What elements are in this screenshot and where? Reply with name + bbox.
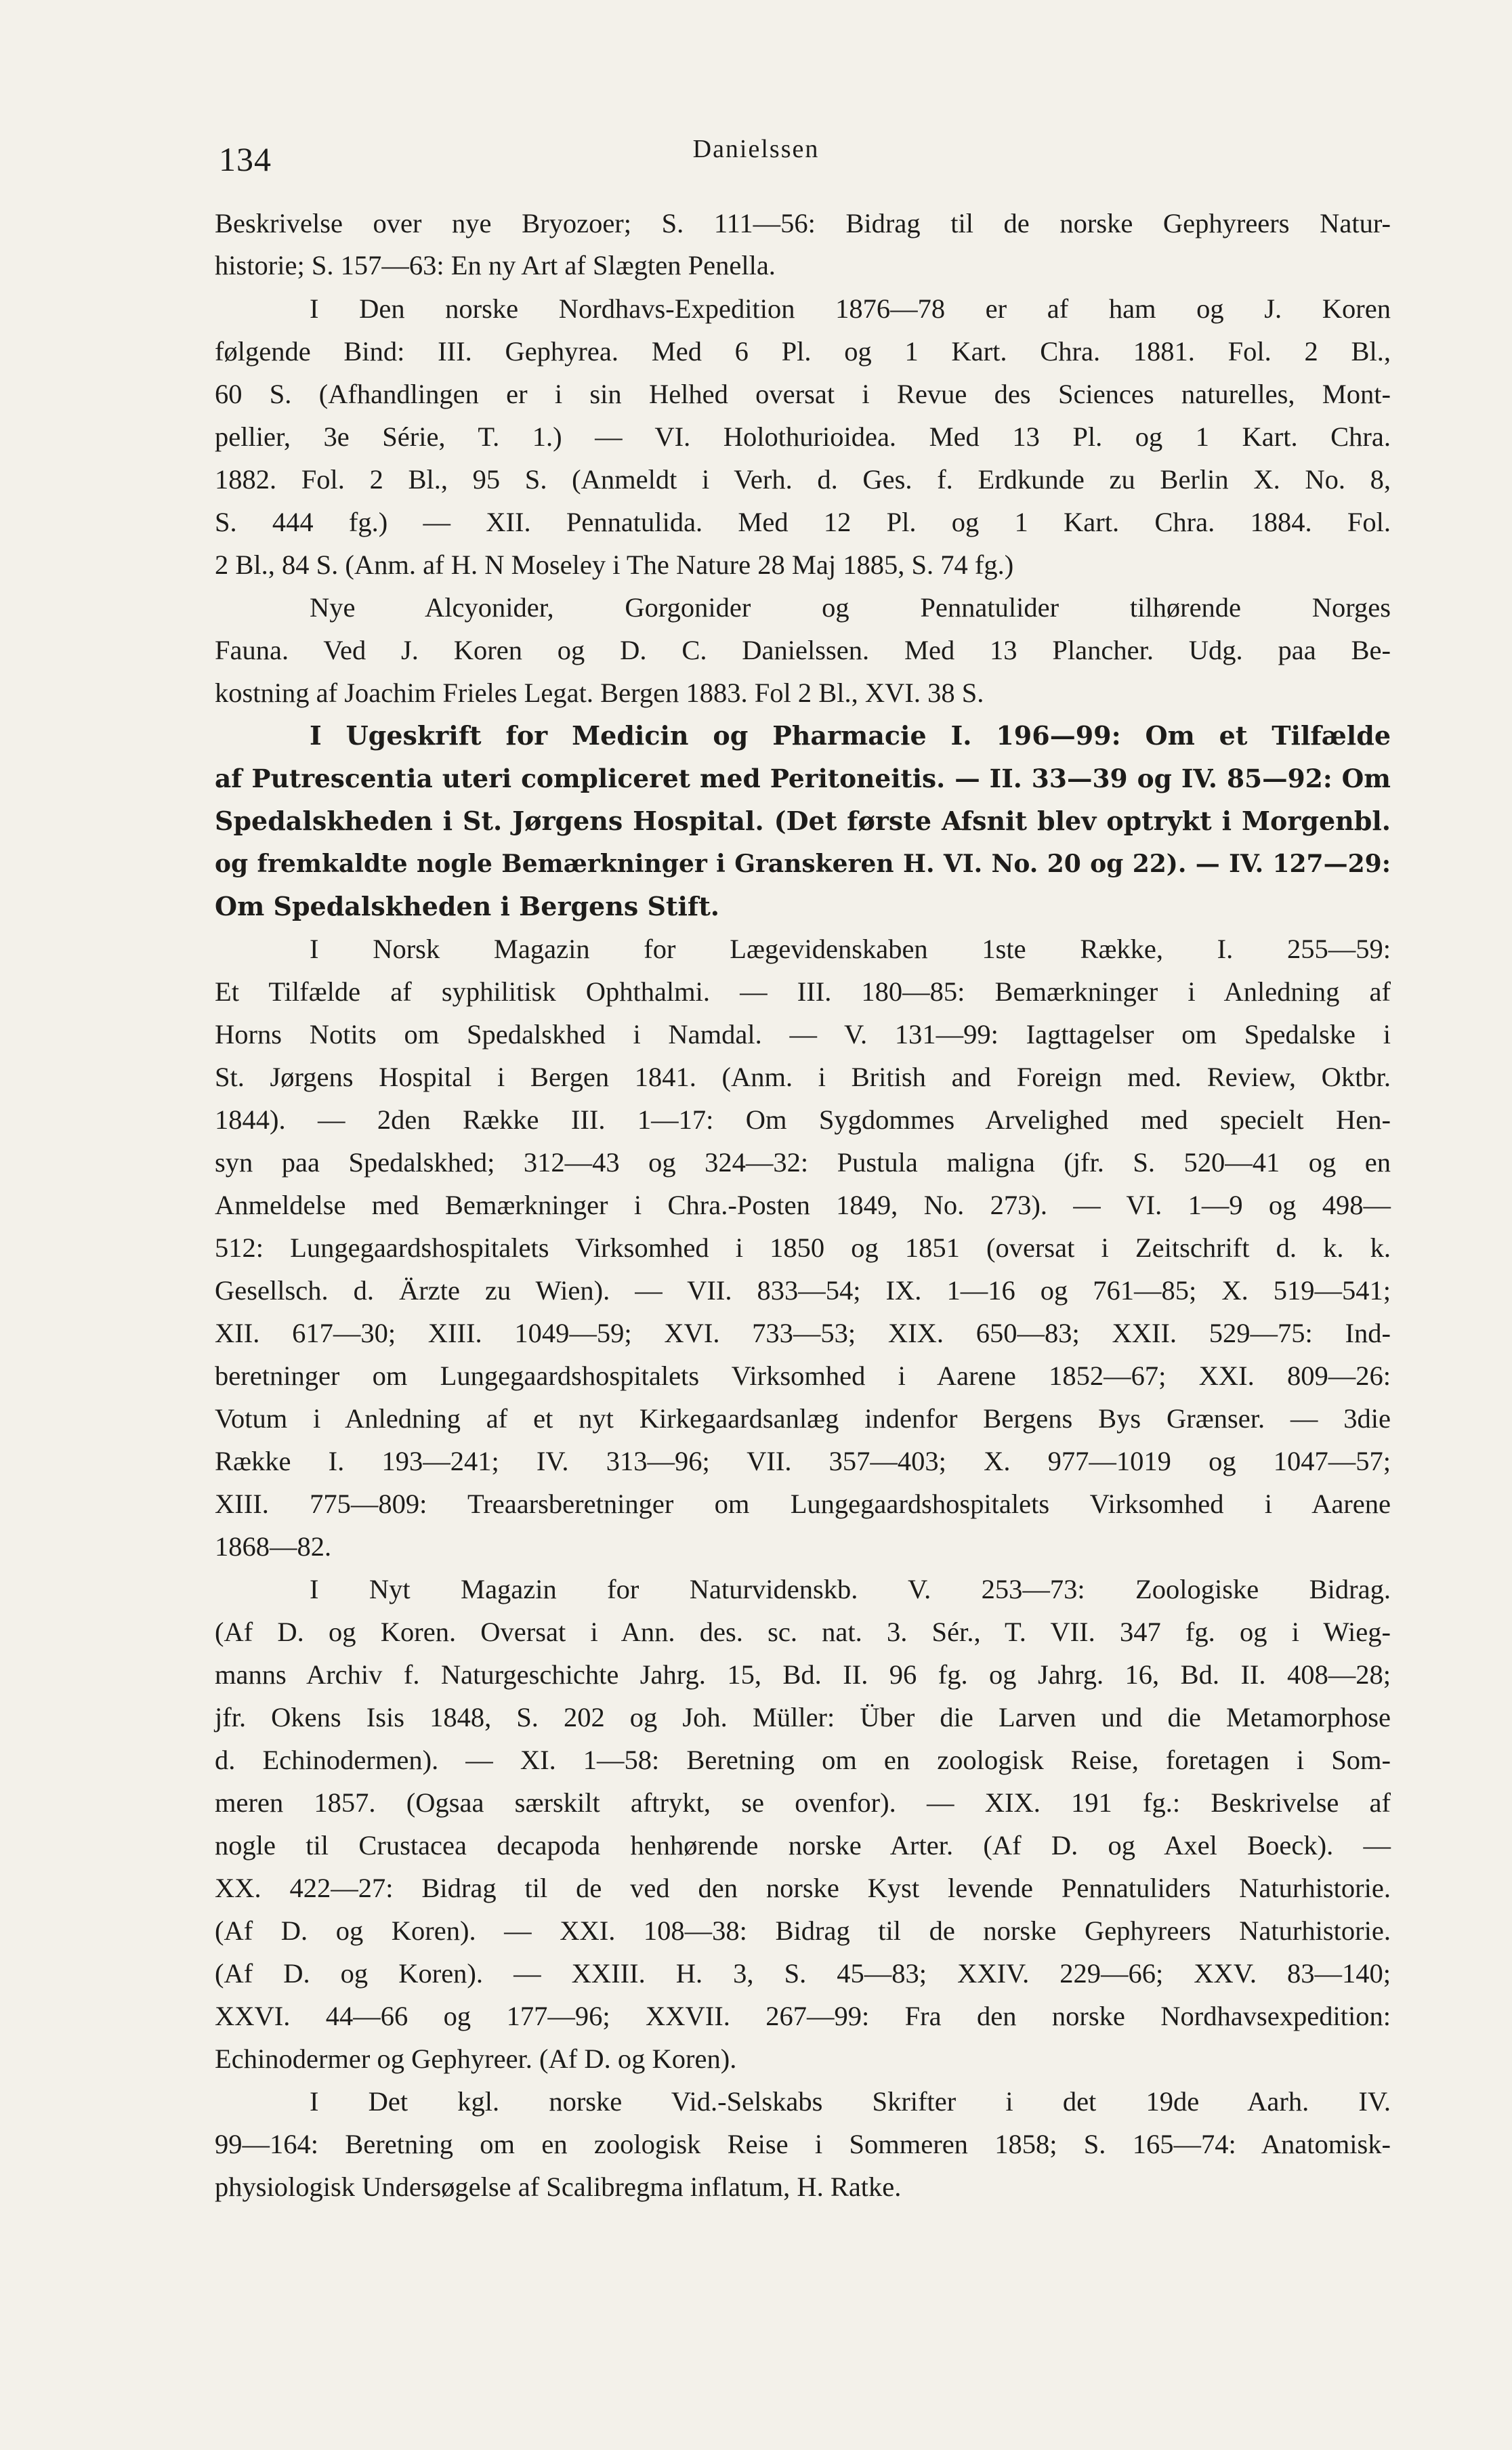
text-line: Beskrivelse over nye Bryozoer; S. 111—56: Bidrag til de norske Gephyreers Natur- xyxy=(215,208,1391,238)
text-line: Echinodermer og Gephyreer. (Af D. og Koren). xyxy=(215,2043,737,2074)
text-line: manns Archiv f. Naturgeschichte Jahrg. 15, Bd. II. 96 fg. og Jahrg. 16, Bd. II. 408—28; xyxy=(215,1659,1391,1690)
text-line: XII. 617—30; XIII. 1049—59; XVI. 733—53; XIX. 650—83; XXII. 529—75: Ind- xyxy=(215,1318,1391,1348)
text-line: Række I. 193—241; IV. 313—96; VII. 357—403; X. 977—1019 og 1047—57; xyxy=(215,1446,1391,1476)
text-line: 60 S. (Afhandlingen er i sin Helhed oversat i Revue des Sciences naturelles, Mont- xyxy=(215,379,1391,409)
text-line: Gesellsch. d. Ärzte zu Wien). — VII. 833—54; IX. 1—16 og 761—85; X. 519—541; xyxy=(215,1275,1391,1306)
text-line: og fremkaldte nogle Bemærkninger i Granskeren H. VI. No. 20 og 22). — IV. 127—29: xyxy=(215,850,1391,878)
text-line: 99—164: Beretning om en zoologisk Reise i Sommeren 1858; S. 165—74: Anatomisk- xyxy=(215,2129,1391,2159)
text-line: jfr. Okens Isis 1848, S. 202 og Joh. Müller: Über die Larven und die Metamorphose xyxy=(215,1702,1391,1732)
running-head: Danielssen xyxy=(692,135,820,163)
text-line: Anmeldelse med Bemærkninger i Chra.-Posten 1849, No. 273). — VI. 1—9 og 498— xyxy=(215,1190,1391,1220)
text-line: XIII. 775—809: Treaarsberetninger om Lungegaardshospitalets Virksomhed i Aarene xyxy=(215,1489,1391,1519)
text-line: I Det kgl. norske Vid.-Selskabs Skrifter i det 19de Aarh. IV. xyxy=(310,2086,1391,2117)
text-line: Spedalskheden i St. Jørgens Hospital. (Det første Afsnit blev optrykt i Morgenbl. xyxy=(215,806,1391,836)
text-line: pellier, 3e Série, T. 1.) — VI. Holothurioidea. Med 13 Pl. og 1 Kart. Chra. xyxy=(215,421,1391,452)
text-line: Et Tilfælde af syphilitisk Ophthalmi. — III. 180—85: Bemærkninger i Anledning af xyxy=(215,976,1391,1007)
text-line: 2 Bl., 84 S. (Anm. af H. N Moseley i The Nature 28 Maj 1885, S. 74 fg.) xyxy=(215,549,1014,580)
text-line: 512: Lungegaardshospitalets Virksomhed i 1850 og 1851 (oversat i Zeitschrift d. k. k. xyxy=(215,1232,1391,1263)
text-line: (Af D. og Koren). — XXI. 108—38: Bidrag til de norske Gephyreers Naturhistorie. xyxy=(215,1915,1391,1946)
text-line: (Af D. og Koren. Oversat i Ann. des. sc. nat. 3. Sér., T. VII. 347 fg. og i Wieg- xyxy=(215,1617,1391,1647)
text-line: I Nyt Magazin for Naturvidenskb. V. 253—73: Zoologiske Bidrag. xyxy=(310,1574,1391,1604)
text-line: historie; S. 157—63: En ny Art af Slægten Penella. xyxy=(215,250,776,281)
text-line: 1844). — 2den Række III. 1—17: Om Sygdommes Arvelighed med specielt Hen- xyxy=(215,1104,1391,1135)
text-line: følgende Bind: III. Gephyrea. Med 6 Pl. og 1 Kart. Chra. 1881. Fol. 2 Bl., xyxy=(215,336,1391,367)
text-line: 1882. Fol. 2 Bl., 95 S. (Anmeldt i Verh. d. Ges. f. Erdkunde zu Berlin X. No. 8, xyxy=(215,464,1391,495)
text-line: d. Echinodermen). — XI. 1—58: Beretning om en zoologisk Reise, foretagen i Som- xyxy=(215,1745,1391,1775)
text-line: I Den norske Nordhavs-Expedition 1876—78 er af ham og J. Koren xyxy=(310,293,1391,324)
text-line: XXVI. 44—66 og 177—96; XXVII. 267—99: Fra den norske Nordhavsexpedition: xyxy=(215,2001,1391,2031)
text-line: Votum i Anledning af et nyt Kirkegaardsanlæg indenfor Bergens Bys Grænser. — 3die xyxy=(215,1403,1391,1434)
text-line: XX. 422—27: Bidrag til de ved den norske Kyst levende Pennatuliders Naturhistorie. xyxy=(215,1873,1391,1903)
text-line: I Ugeskrift for Medicin og Pharmacie I. 196—99: Om et Tilfælde xyxy=(310,720,1391,751)
page-number: 134 xyxy=(219,140,272,178)
text-line: 1868—82. xyxy=(215,1531,332,1562)
text-line: meren 1857. (Ogsaa særskilt aftrykt, se ovenfor). — XIX. 191 fg.: Beskrivelse af xyxy=(215,1787,1391,1818)
text-line: Om Spedalskheden i Bergens Stift. xyxy=(215,891,720,921)
text-line: (Af D. og Koren). — XXIII. H. 3, S. 45—83; XXIV. 229—66; XXV. 83—140; xyxy=(215,1958,1391,1989)
text-line: Fauna. Ved J. Koren og D. C. Danielssen. Med 13 Plancher. Udg. paa Be- xyxy=(215,635,1391,665)
text-line: af Putrescentia uteri compliceret med Peritoneitis. — II. 33—39 og IV. 85—92: Om xyxy=(215,764,1391,793)
text-line: nogle til Crustacea decapoda henhørende norske Arter. (Af D. og Axel Boeck). — xyxy=(215,1830,1391,1861)
text-line: Nye Alcyonider, Gorgonider og Pennatulider tilhørende Norges xyxy=(310,592,1391,623)
text-line: kostning af Joachim Frieles Legat. Bergen 1883. Fol 2 Bl., XVI. 38 S. xyxy=(215,678,984,708)
text-line: S. 444 fg.) — XII. Pennatulida. Med 12 Pl. og 1 Kart. Chra. 1884. Fol. xyxy=(215,507,1391,537)
text-line: beretninger om Lungegaardshospitalets Virksomhed i Aarene 1852—67; XXI. 809—26: xyxy=(215,1361,1391,1391)
text-line: Horns Notits om Spedalskhed i Namdal. — V. 131—99: Iagttagelser om Spedalske i xyxy=(215,1019,1391,1050)
text-line: I Norsk Magazin for Lægevidenskaben 1ste Række, I. 255—59: xyxy=(310,934,1391,964)
text-line: syn paa Spedalskhed; 312—43 og 324—32: Pustula maligna (jfr. S. 520—41 og en xyxy=(215,1147,1391,1178)
text-line: St. Jørgens Hospital i Bergen 1841. (Anm. i British and Foreign med. Review, Oktbr. xyxy=(215,1062,1391,1092)
text-line: physiologisk Undersøgelse af Scalibregma inflatum, H. Ratke. xyxy=(215,2172,902,2202)
